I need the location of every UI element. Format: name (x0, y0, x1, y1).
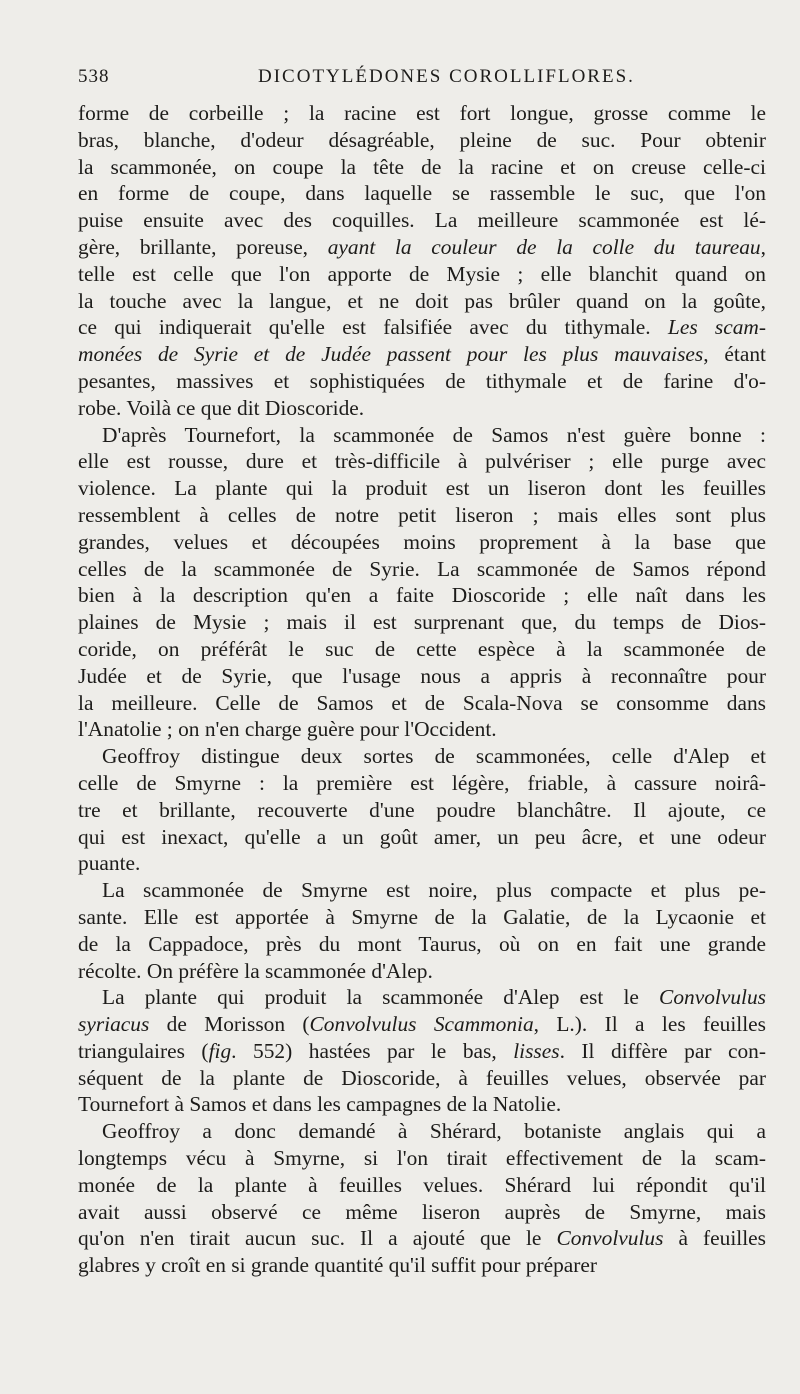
text-line: ce qui indiquerait qu'elle est falsifiée avec du tithymale. Les scam- (78, 315, 766, 340)
text-line: ressemblent à celles de notre petit liseron ; mais elles sont plus (78, 502, 766, 527)
text-line: La scammonée de Smyrne est noire, plus compacte et plus pe- (102, 878, 766, 903)
running-head-title: DICOTYLÉDONES COROLLIFLORES. (258, 66, 635, 87)
paragraph (78, 743, 766, 877)
paragraph (78, 422, 766, 744)
text-line: longtemps vécu à Smyrne, si l'on tirait effectivement de la scam- (78, 1146, 766, 1171)
page-number: 538 (78, 66, 110, 87)
paragraph (78, 100, 766, 422)
text-line: celles de la scammonée de Syrie. La scammonée de Samos répond (78, 556, 766, 581)
text-line: celle de Smyrne : la première est légère, friable, à cassure noirâ- (78, 770, 766, 795)
text-line: monées de Syrie et de Judée passent pour les plus mauvaises, étant (78, 342, 767, 367)
text-line: forme de corbeille ; la racine est fort longue, grosse comme le (78, 101, 766, 125)
text-line: D'après Tournefort, la scammonée de Samos n'est guère bonne : (102, 422, 766, 447)
text-line: bras, blanche, d'odeur désagréable, pleine de suc. Pour obtenir (78, 127, 766, 152)
text-line: grandes, velues et découpées moins proprement à la base que (78, 529, 766, 554)
text-line: puise ensuite avec des coquilles. La meilleure scammonée est lé- (78, 208, 766, 233)
paragraph (78, 984, 766, 1118)
text-line: l'Anatolie ; on n'en charge guère pour l'Occident. (78, 717, 497, 742)
text-line: la meilleure. Celle de Samos et de Scala-Nova se consomme dans (78, 690, 766, 715)
text-line: Geoffroy distingue deux sortes de scammonées, celle d'Alep et (102, 744, 766, 769)
text-line: la scammonée, on coupe la tête de la racine et on creuse celle-ci (78, 154, 766, 179)
text-line: séquent de la plante de Dioscoride, à feuilles velues, observée par (78, 1065, 766, 1090)
text-line: la touche avec la langue, et ne doit pas brûler quand on la goûte, (78, 288, 766, 313)
paragraph (78, 877, 766, 984)
paragraph (78, 1118, 766, 1279)
text-line: violence. La plante qui la produit est un liseron dont les feuilles (78, 476, 766, 501)
text-line: gère, brillante, poreuse, ayant la couleur de la colle du taureau, (78, 234, 766, 259)
text-line: monée de la plante à feuilles velues. Shérard lui répondit qu'il (78, 1172, 766, 1197)
text-line: glabres y croît en si grande quantité qu'il suffit pour préparer (78, 1253, 598, 1278)
text-line: qui est inexact, qu'elle a un goût amer, un peu âcre, et une odeur (78, 824, 766, 849)
text-line: en forme de coupe, dans laquelle se rassemble le suc, que l'on (78, 181, 766, 206)
running-head (78, 66, 768, 90)
text-line: elle est rousse, dure et très-difficile à pulvériser ; elle purge avec (78, 449, 766, 474)
text-line: sante. Elle est apportée à Smyrne de la Galatie, de la Lycaonie et (78, 904, 766, 929)
text-line: La plante qui produit la scammonée d'Alep est le Convolvulus (102, 985, 766, 1010)
text-line: Tournefort à Samos et dans les campagnes de la Natolie. (78, 1092, 562, 1117)
text-line: récolte. On préfère la scammonée d'Alep. (78, 958, 433, 983)
body-text (78, 100, 766, 1279)
text-line: avait aussi observé ce même liseron auprès de Smyrne, mais (78, 1199, 766, 1224)
text-line: pesantes, massives et sophistiquées de tithymale et de farine d'o- (78, 368, 766, 393)
text-line: robe. Voilà ce que dit Dioscoride. (78, 395, 365, 420)
text-line: plaines de Mysie ; mais il est surprenant que, du temps de Dios- (78, 610, 766, 635)
text-line: Judée et de Syrie, que l'usage nous a appris à reconnaître pour (78, 663, 766, 688)
text-line: triangulaires (fig. 552) hastées par le bas, lisses. Il diffère par con- (78, 1038, 766, 1063)
text-line: coride, on préférât le suc de cette espèce à la scammonée de (78, 636, 766, 661)
text-line: syriacus de Morisson (Convolvulus Scammonia, L.). Il a les feuilles (78, 1012, 766, 1037)
text-line: tre et brillante, recouverte d'une poudre blanchâtre. Il ajoute, ce (78, 797, 766, 822)
text-line: telle est celle que l'on apporte de Mysie ; elle blanchit quand on (78, 261, 766, 286)
text-line: qu'on n'en tirait aucun suc. Il a ajouté que le Convolvulus à feuilles (78, 1226, 766, 1251)
text-line: Geoffroy a donc demandé à Shérard, botaniste anglais qui a (102, 1119, 766, 1144)
text-line: de la Cappadoce, près du mont Taurus, où on en fait une grande (78, 931, 766, 956)
text-line: puante. (78, 851, 141, 876)
text-line: bien à la description qu'en a faite Dioscoride ; elle naît dans les (78, 583, 766, 608)
